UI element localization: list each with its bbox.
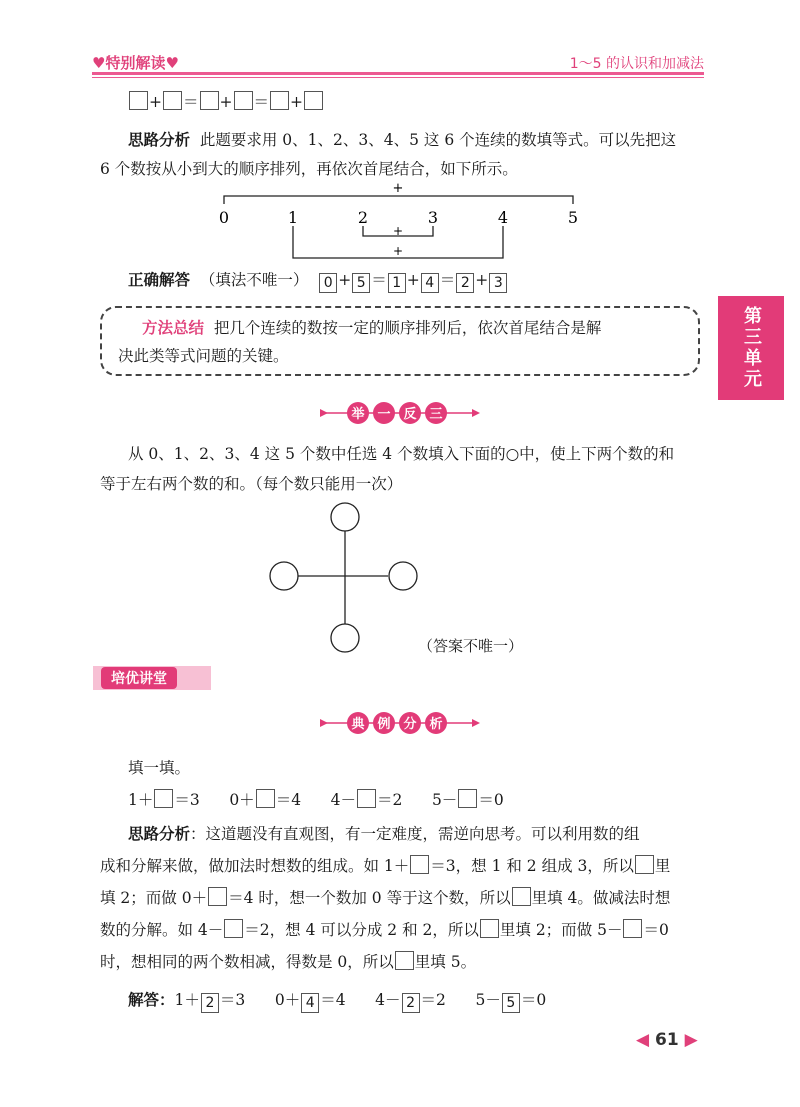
number-2: 2 [357, 208, 369, 227]
badge-practice [318, 400, 482, 426]
right-triangle-icon: ▶ [684, 1030, 698, 1050]
section-badge-advanced: 培优讲堂 [93, 666, 211, 690]
practice-line-1: 从 0、1、2、3、4 这 5 个数中任选 4 个数填入下面的○中，使上下两个数的和 [128, 445, 675, 463]
example-title: 填一填。 [128, 759, 191, 777]
left-triangle-icon: ◀ [636, 1030, 650, 1050]
example-questions: 1＋ ＝3 0＋ ＝4 4－ ＝2 5－ ＝0 [128, 791, 504, 809]
blank-equation: + ＝ + ＝ + [128, 86, 324, 119]
svg-text:举: 举 [351, 407, 365, 422]
analysis-label: 思路分析 [128, 131, 191, 149]
unit-side-tab: 第三单元 [718, 296, 784, 400]
number-1: 1 [287, 208, 299, 227]
plus-sign: + [392, 181, 404, 196]
header-chapter-title: 1～5 的认识和加减法 [569, 56, 704, 72]
circle-right [389, 562, 417, 590]
blank-box [129, 91, 148, 110]
svg-text:反: 反 [403, 407, 417, 422]
cross-circle-diagram [262, 500, 432, 660]
analysis-line-1: 思路分析 此题要求用 0、1、2、3、4、5 这 6 个连续的数填等式。可以先把这 [128, 131, 677, 149]
badge-example-analysis [318, 710, 482, 736]
example-analysis-1: 思路分析：这道题没有直观图，有一定难度，需逆向思考。可以利用数的组 [128, 825, 640, 843]
circle-top [331, 503, 359, 531]
plus-sign: + [392, 244, 404, 258]
circle-left [270, 562, 298, 590]
page-number: ◀ 61 ▶ [636, 1030, 698, 1050]
blank-box [234, 91, 253, 110]
analysis-label: 思路分析 [128, 825, 191, 843]
svg-text:例: 例 [377, 717, 391, 732]
analysis-line-2: 6 个数按从小到大的顺序排列，再依次首尾结合，如下所示。 [100, 160, 518, 178]
plus-sign: + [392, 224, 404, 238]
svg-text:析: 析 [429, 717, 443, 732]
answer-label: 正确解答 [128, 271, 191, 289]
number-4: 4 [497, 208, 509, 227]
correct-answer: 正确解答 （填法不唯一） 0 + 5 ＝ 1 + 4 ＝ 2 + 3 [128, 264, 508, 297]
blank-box [304, 91, 323, 110]
blank-box [163, 91, 182, 110]
method-label: 方法总结 [142, 319, 205, 337]
pair-bracket-0-5 [224, 196, 573, 204]
svg-text:三: 三 [429, 407, 443, 422]
number-3: 3 [427, 208, 439, 227]
example-analysis-3: 填 2；而做 0＋ ＝4 时，想一个数加 0 等于这个数，所以 里填 4。做减法时想 [100, 889, 671, 907]
header-rule-thin [92, 77, 704, 78]
example-analysis-5: 时，想相同的两个数相减，得数是 0，所以 里填 5。 [100, 953, 477, 971]
header-section-title: ♥特别解读♥ [92, 54, 179, 72]
svg-text:典: 典 [351, 717, 365, 732]
example-analysis-2: 成和分解来做，做加法时想数的组成。如 1＋ ＝3，想 1 和 2 组成 3，所以 里 [100, 857, 671, 875]
header-rule [92, 72, 704, 75]
pairing-diagram [200, 178, 600, 264]
number-5: 5 [567, 208, 579, 227]
answer-label: 解答 [128, 991, 160, 1009]
example-analysis-4: 数的分解。如 4－ ＝2，想 4 可以分成 2 和 2，所以 里填 2；而做 5－ ＝0 [100, 921, 669, 939]
number-0: 0 [218, 208, 230, 227]
svg-text:一: 一 [377, 407, 391, 422]
practice-line-2: 等于左右两个数的和。（每个数只能用一次） [100, 475, 403, 493]
svg-text:分: 分 [403, 717, 417, 732]
answer-not-unique-note: （答案不唯一） [418, 637, 524, 655]
example-answer: 解答：1＋ 2 ＝3 0＋ 4 ＝4 4－ 2 ＝2 5－ 5 ＝0 [128, 991, 547, 1011]
blank-box [200, 91, 219, 110]
method-summary-box: 方法总结 把几个连续的数按一定的顺序排列后，依次首尾结合是解 决此类等式问题的关键。 [100, 306, 700, 376]
circle-bottom [331, 624, 359, 652]
blank-box [270, 91, 289, 110]
